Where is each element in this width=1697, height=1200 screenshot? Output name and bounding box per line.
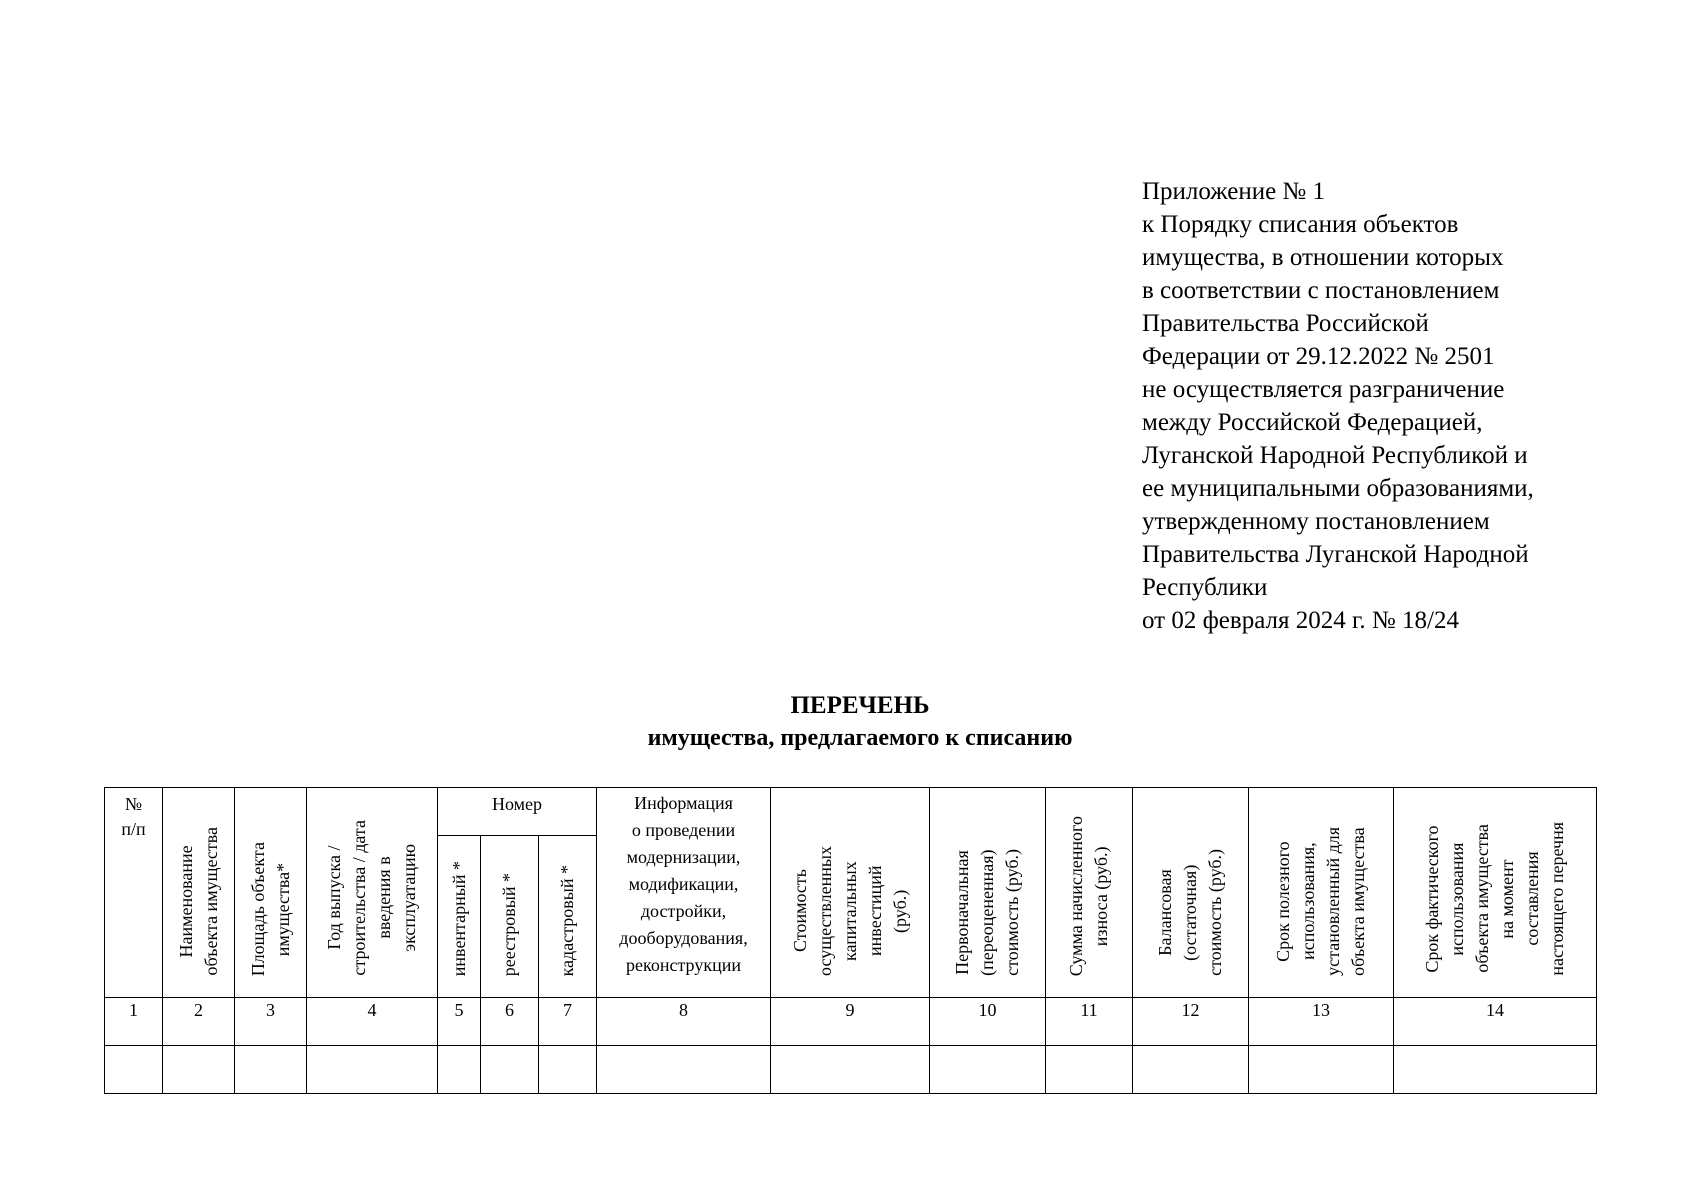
title-main: ПЕРЕЧЕНЬ [790,692,930,719]
table-cell [105,1046,163,1094]
table-cell [481,1046,539,1094]
table-cell [307,1046,438,1094]
header-text: п/п [121,819,146,839]
column-number: 9 [771,998,930,1046]
document-title [0,690,1697,754]
column-number: 7 [539,998,597,1046]
header-col-10: Первоначальная (переоцененная) стоимость (руб.) [930,788,1046,998]
table-cell [163,1046,235,1094]
appendix-line: от 02 февраля 2024 г. № 18/24 [1142,607,1459,634]
header-col-7: кадастровый * [539,836,597,998]
header-col-13: Срок полезного использования, установленный для объекта имущества [1249,788,1394,998]
appendix-line: Луганской Народной Республикой и [1142,442,1528,469]
header-text: № [124,794,143,814]
property-list-table [104,787,1597,1094]
column-number: 8 [597,998,771,1046]
table-cell [235,1046,307,1094]
appendix-line: не осуществляется разграничение [1142,376,1505,403]
column-number: 14 [1394,998,1597,1046]
column-number: 4 [307,998,438,1046]
table-cell [1249,1046,1394,1094]
table-cell [438,1046,481,1094]
appendix-line: ее муниципальными образованиями, [1142,475,1534,502]
appendix-line: Приложение № 1 [1142,178,1326,205]
table-cell [930,1046,1046,1094]
header-col-14: Срок фактического использования объекта имущества на момент составления настоящего перечня [1394,788,1597,998]
table-cell [1133,1046,1249,1094]
appendix-line: Правительства Луганской Народной [1142,541,1529,568]
column-number: 10 [930,998,1046,1046]
header-col-12: Балансовая (остаточная) стоимость (руб.) [1133,788,1249,998]
table-cell [597,1046,771,1094]
table-cell [1394,1046,1597,1094]
header-nomer: Номер [438,788,597,836]
column-number: 1 [105,998,163,1046]
appendix-line: имущества, в отношении которых [1142,244,1504,271]
column-number: 12 [1133,998,1249,1046]
appendix-line: к Порядку списания объектов [1142,211,1459,238]
appendix-line: Правительства Российской [1142,310,1429,337]
column-number: 11 [1046,998,1133,1046]
header-col-1 [105,788,163,998]
appendix-line: между Российской Федерацией, [1142,409,1483,436]
header-col-8: Информация о проведении модернизации, модификации, достройки, дооборудования, реконструкции [597,788,771,998]
header-col-5: инвентарный * [438,836,481,998]
appendix-line: в соответствии с постановлением [1142,277,1500,304]
table-cell [1046,1046,1133,1094]
appendix-block [1142,175,1534,637]
column-number-row [105,998,1597,1046]
appendix-line: утвержденному постановлением [1142,508,1490,535]
column-number: 13 [1249,998,1394,1046]
title-sub: имущества, предлагаемого к списанию [647,725,1073,751]
table-cell [539,1046,597,1094]
appendix-line: Республики [1142,574,1268,601]
table-row [105,1046,1597,1094]
column-number: 2 [163,998,235,1046]
header-col-9: Стоимость осуществленных капитальных инвестиций (руб.) [771,788,930,998]
appendix-line: Федерации от 29.12.2022 № 2501 [1142,343,1495,370]
column-number: 5 [438,998,481,1046]
header-col-6: реестровый * [481,836,539,998]
table-cell [771,1046,930,1094]
header-col-3: Площадь объекта имущества* [235,788,307,998]
header-col-2: Наименование объекта имущества [163,788,235,998]
column-number: 3 [235,998,307,1046]
header-col-11: Сумма начисленного износа (руб.) [1046,788,1133,998]
header-col-4: Год выпуска / строительства / дата введения в эксплуатацию [307,788,438,998]
column-number: 6 [481,998,539,1046]
